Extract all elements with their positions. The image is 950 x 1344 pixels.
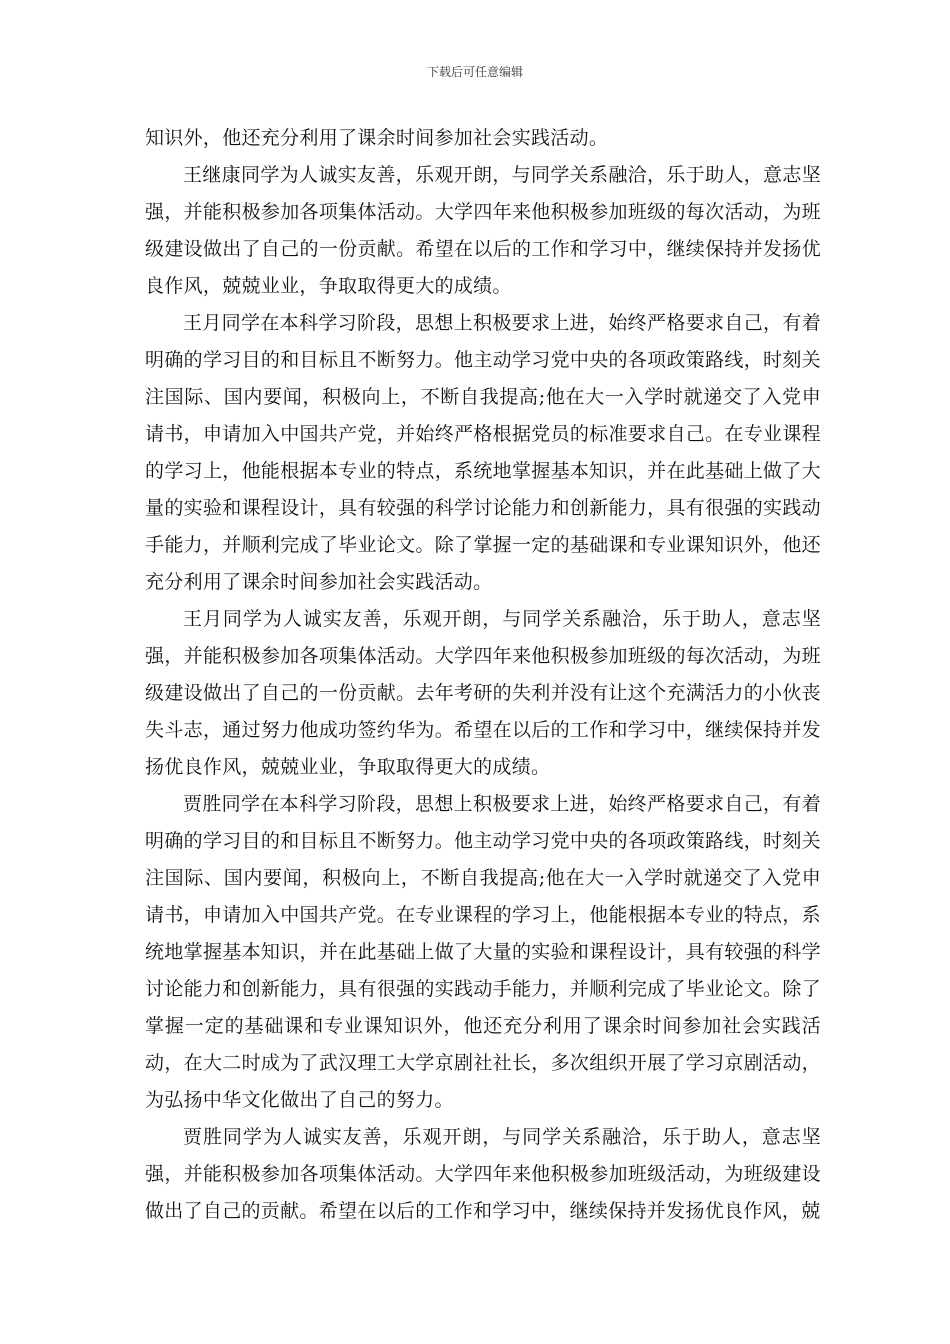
page-header: 下载后可任意编辑 [426, 65, 523, 79]
paragraph-jia-sheng-study: 贾胜同学在本科学习阶段，思想上积极要求上进，始终严格要求自己，有着明确的学习目的和目标且不断努力。他主动学习党中央的各项政策路线，时刻关注国际、国内要闻，积极向上，不断自我提高;他在大一入学时就递交了入党申请书，申请加入中国共产党。在专业课程的学习上，他能根据本专业的特点，系统地掌握基本知识，并在此基础上做了大量的实验和课程设计，具有较强的科学讨论能力和创新能力，具有很强的实践动手能力，并顺利完成了毕业论文。除了掌握一定的基础课和专业课知识外，他还充分利用了课余时间参加社会实践活动，在大二时成为了武汉理工大学京剧社社长，多次组织开展了学习京剧活动，为弘扬中华文化做出了自己的努力。 [145, 793, 821, 1111]
document-body [145, 120, 821, 1230]
paragraph-wang-jikang-character: 王继康同学为人诚实友善，乐观开朗，与同学关系融洽，乐于助人，意志坚强，并能积极参加各项集体活动。大学四年来他积极参加班级的每次活动，为班级建设做出了自己的一份贡献。希望在以后的工作和学习中，继续保持并发扬优良作风，兢兢业业，争取取得更大的成绩。 [145, 164, 821, 297]
paragraph-continuation: 知识外，他还充分利用了课余时间参加社会实践活动。 [145, 127, 609, 149]
paragraph-wang-yue-character: 王月同学为人诚实友善，乐观开朗，与同学关系融洽，乐于助人，意志坚强，并能积极参加各项集体活动。大学四年来他积极参加班级的每次活动，为班级建设做出了自己的一份贡献。去年考研的失利并没有让这个充满活力的小伙丧失斗志，通过努力他成功签约华为。希望在以后的工作和学习中，继续保持并发扬优良作风，兢兢业业，争取取得更大的成绩。 [145, 608, 821, 778]
paragraph-wang-yue-study: 王月同学在本科学习阶段，思想上积极要求上进，始终严格要求自己，有着明确的学习目的和目标且不断努力。他主动学习党中央的各项政策路线，时刻关注国际、国内要闻，积极向上，不断自我提高;他在大一入学时就递交了入党申请书，申请加入中国共产党，并始终严格根据党员的标准要求自己。在专业课程的学习上，他能根据本专业的特点，系统地掌握基本知识，并在此基础上做了大量的实验和课程设计，具有较强的科学讨论能力和创新能力，具有很强的实践动手能力，并顺利完成了毕业论文。除了掌握一定的基础课和专业课知识外，他还充分利用了课余时间参加社会实践活动。 [145, 312, 821, 593]
paragraph-jia-sheng-character: 贾胜同学为人诚实友善，乐观开朗，与同学关系融洽，乐于助人，意志坚强，并能积极参加各项集体活动。大学四年来他积极参加班级活动，为班级建设做出了自己的贡献。希望在以后的工作和学习中，继续保持并发扬优良作风，兢 [145, 1126, 821, 1222]
